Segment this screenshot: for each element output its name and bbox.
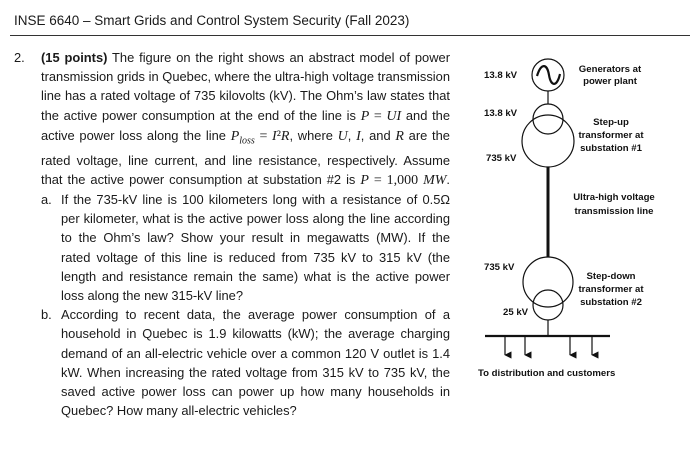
line-label: transmission line [574, 206, 654, 217]
question-line: transmission grids in Quebec, where the ultra-high voltage transmission [41, 69, 450, 85]
part-b-marker: b. [41, 307, 52, 323]
stepup-label: substation #1 [580, 143, 642, 154]
part-b-line: saved active power loss can power up how many households in [61, 384, 450, 400]
distribution-label: To distribution and customers [478, 368, 616, 379]
question-line: the active power consumption at the end of the line is P = UI and the [41, 107, 450, 124]
part-a-line: rated voltage of this line is reduced from 735 kV to 315 kV (the [61, 249, 450, 265]
voltage-label: 13.8 kV [484, 70, 518, 81]
question-line: line has a rated voltage of 735 kilovolts (kV). The Ohm’s law states that [41, 88, 450, 104]
voltage-label: 735 kV [484, 262, 515, 273]
math-P: P [360, 108, 370, 124]
question-number: 2. [14, 50, 25, 65]
stepup-secondary-coil [522, 115, 574, 167]
part-b-line: Quebec? How many all-electric vehicles? [61, 403, 297, 419]
part-a-line: length and resistance remain the same) what is the active power [61, 268, 450, 284]
math-Ploss: P [230, 128, 240, 144]
generators-label: power plant [583, 76, 637, 87]
stepup-label: Step-up [593, 117, 629, 128]
page-header: INSE 6640 – Smart Grids and Control System Security (Fall 2023) [14, 13, 410, 28]
stepup-primary-coil [533, 104, 563, 134]
part-a-line: to the Ohm’s law? Show your result in megawatts (MW). If the [61, 230, 450, 246]
part-a-marker: a. [41, 192, 52, 207]
math-UI: UI [386, 108, 402, 124]
stepup-label: transformer at [578, 130, 644, 141]
stepdown-label: transformer at [578, 284, 644, 295]
stepdown-label: Step-down [586, 271, 636, 282]
voltage-label: 25 kV [503, 307, 529, 318]
part-b-line: kW. When increasing the rated voltage from 315 kV to 735 kV, the [61, 364, 450, 380]
line-label: Ultra-high voltage [573, 192, 655, 203]
question-line: active power loss along the line $P_{loss} = I^2R$, where U, I, and R are the [41, 127, 450, 147]
question-text: The figure on the right shows an abstract model of power [107, 50, 450, 65]
part-a-line: loss along the new 315-kV line? [61, 288, 244, 304]
voltage-label: 735 kV [486, 153, 517, 164]
part-b-line: household in Quebec is 1.9 kilowatts (kW); the average charging [61, 326, 450, 342]
generators-label: Generators at [578, 64, 642, 75]
part-a-line: a. If the 735-kV line is 100 kilometers long with a resistance of 0.5Ω [14, 190, 450, 209]
question-points: (15 points) [41, 50, 108, 65]
stepdown-primary-coil [523, 257, 573, 307]
part-b-line: b. According to recent data, the average power consumption of a [14, 305, 450, 324]
stepdown-label: substation #2 [580, 297, 642, 308]
voltage-label: 13.8 kV [484, 108, 518, 119]
part-b-line: demand of an all-electric vehicle over a common 120 V outlet is 1.4 [61, 345, 450, 361]
part-a-line: per kilometer, what is the active power loss along the line according [61, 211, 450, 227]
ac-wave-icon [537, 66, 560, 84]
question-line: that the active power consumption at substation #2 is P = 1,000 MW. [41, 171, 450, 188]
question-line: rated voltage, line current, and line resistance, respectively. Assume [41, 152, 450, 168]
